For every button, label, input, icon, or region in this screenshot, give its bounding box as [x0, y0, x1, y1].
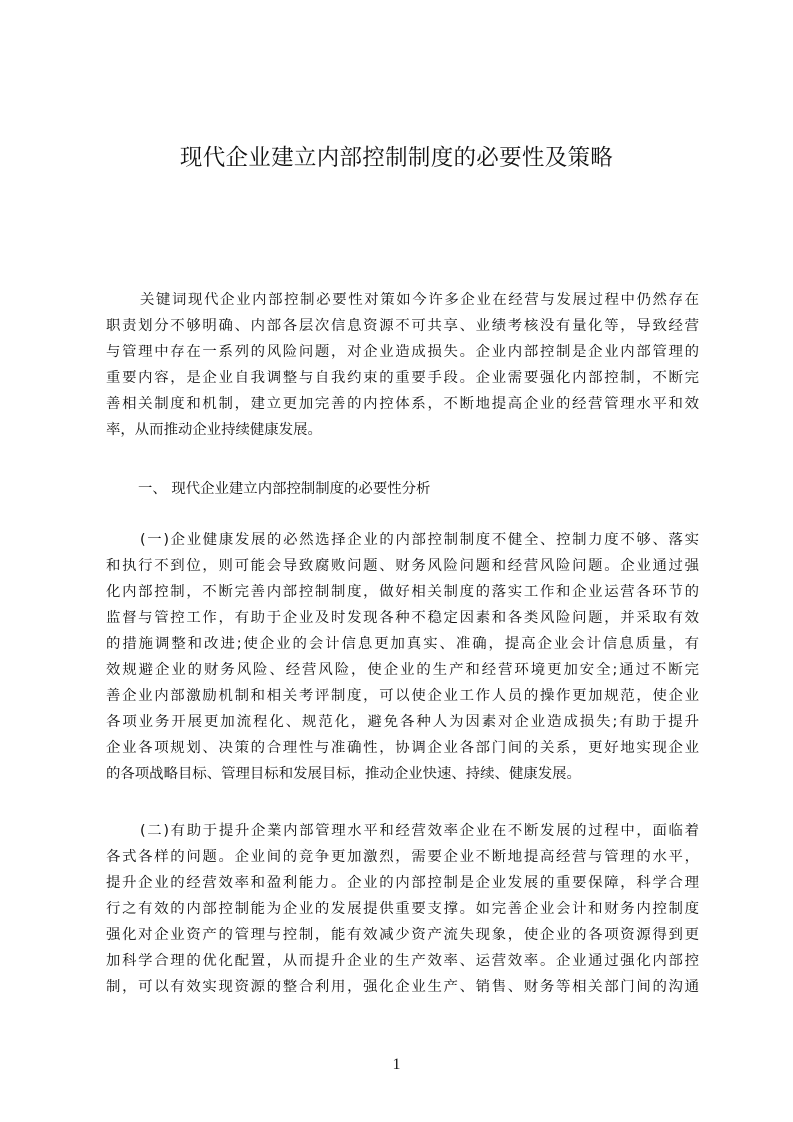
paragraph-line: 重要内容，是企业自我调整与自我约束的重要手段。企业需要强化内部控制，不断完 — [106, 370, 699, 386]
paragraph-line: 加科学合理的优化配置，从而提升企业的生产效率、运营效率。企业通过强化内部控 — [106, 953, 699, 969]
paragraph-line: 职责划分不够明确、内部各层次信息资源不可共享、业绩考核没有量化等，导致经营 — [106, 318, 699, 334]
paragraph-line: 制，可以有效实现资源的整合利用，强化企业生产、销售、财务等相关部门间的沟通 — [106, 979, 699, 995]
page-title: 现代企业建立内部控制制度的必要性及策略 — [179, 145, 614, 171]
paragraph-line: 各式各样的问题。企业间的竞争更加激烈，需要企业不断地提高经营与管理的水平， — [106, 849, 699, 865]
paragraph-line: 和执行不到位，则可能会导致腐败问题、财务风险问题和经营风险问题。企业通过强 — [106, 558, 699, 574]
section-heading: 一、 现代企业建立内部控制制度的必要性分析 — [138, 481, 431, 497]
paragraph-line: 行之有效的内部控制能为企业的发展提供重要支撑。如完善企业会计和财务内控制度 — [106, 901, 699, 917]
paragraph-line: 化内部控制，不断完善内部控制制度，做好相关制度的落实工作和企业运营各环节的 — [106, 584, 699, 600]
paragraph-line: 各项业务开展更加流程化、规范化，避免各种人为因素对企业造成损失;有助于提升 — [106, 714, 699, 730]
page-number: 1 — [392, 1056, 401, 1073]
paragraph-line: 强化对企业资产的管理与控制，能有效减少资产流失现象，使企业的各项资源得到更 — [106, 927, 699, 943]
paragraph-line: 关键词现代企业内部控制必要性对策如今许多企业在经营与发展过程中仍然存在 — [140, 292, 699, 308]
paragraph-line: 企业各项规划、决策的合理性与准确性，协调企业各部门间的关系，更好地实现企业 — [106, 740, 699, 756]
paragraph-line: 善企业内部激励机制和相关考评制度，可以使企业工作人员的操作更加规范，使企业 — [106, 688, 699, 704]
paragraph-line: 效规避企业的财务风险、经营风险，使企业的生产和经营环境更加安全;通过不断完 — [106, 662, 699, 678]
paragraph-line: 的措施调整和改进;使企业的会计信息更加真实、准确，提高企业会计信息质量，有 — [106, 636, 699, 652]
paragraph-line: 与管理中存在一系列的风险问题，对企业造成损失。企业内部控制是企业内部管理的 — [106, 344, 699, 360]
paragraph-line: 提升企业的经营效率和盈利能力。企业的内部控制是企业发展的重要保障，科学合理 — [106, 875, 699, 891]
paragraph-line: (一)企业健康发展的必然选择企业的内部控制制度不健全、控制力度不够、落实 — [140, 532, 699, 548]
paragraph-line: 善相关制度和机制，建立更加完善的内控体系，不断地提高企业的经营管理水平和效 — [106, 396, 699, 412]
paragraph-line: 的各项战略目标、管理目标和发展目标，推动企业快速、持续、健康发展。 — [106, 766, 581, 782]
paragraph-line: (二)有助于提升企業内部管理水平和经营效率企业在不断发展的过程中，面临着 — [140, 823, 699, 839]
paragraph-line: 率，从而推动企业持续健康发展。 — [106, 422, 322, 438]
paragraph-line: 监督与管控工作，有助于企业及时发现各种不稳定因素和各类风险问题，并采取有效 — [106, 610, 699, 626]
